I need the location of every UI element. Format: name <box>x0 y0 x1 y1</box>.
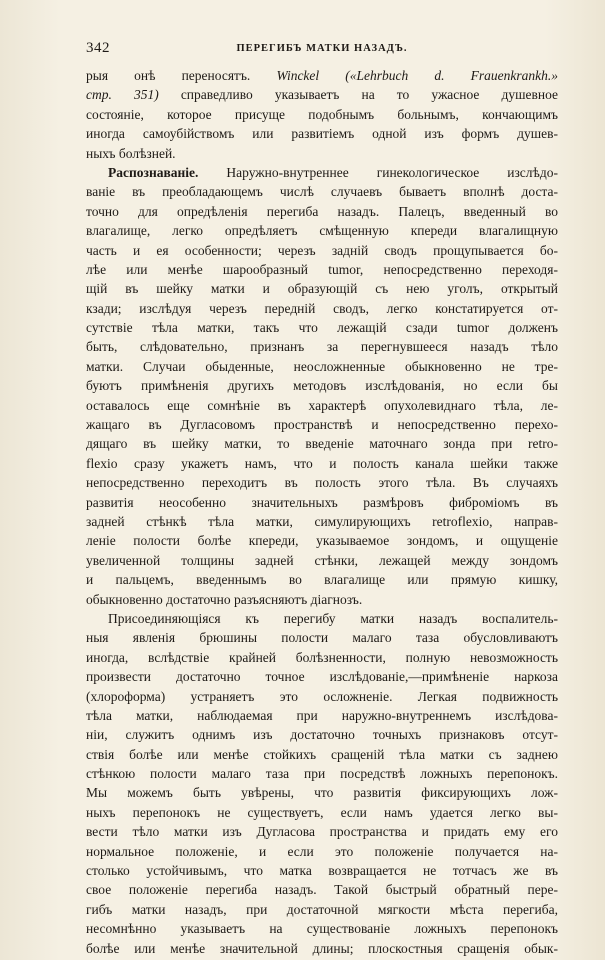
text-span: вести тѣло матки изъ Дугласова пространства и придать ему его <box>86 824 558 840</box>
text-line <box>86 182 558 201</box>
text-line <box>86 144 558 163</box>
text-span: дящаго въ шейку матки, то введеніе маточнаго зонда при retro- <box>86 436 558 452</box>
text-span: влагалище, легко опредѣляетъ смѣщенную кпереди влагалищную <box>86 223 558 239</box>
page-header <box>86 40 558 60</box>
text-span: непосредственно переходитъ въ полость этого тѣла. Въ случаяхъ <box>86 475 558 491</box>
section-heading: Распознаваніе. <box>108 164 199 180</box>
text-span: развитія неособенно значительныхъ размѣровъ фиброміомъ въ <box>86 494 558 510</box>
text-span: тѣла матки, наблюдаемая при наружно-внутреннемъ изслѣдова- <box>86 707 558 723</box>
text-span: щій въ шейку матки и образующій съ нею уголъ, открытый <box>86 281 558 297</box>
text-span: сутствіе тѣла матки, такъ что лежащій сзади tumor долженъ <box>86 320 558 336</box>
text-span: задней стѣнкѣ тѣла матки, симулирующихъ retroflexio, направ- <box>86 513 558 529</box>
text-line <box>86 434 558 453</box>
text-line <box>86 396 558 415</box>
body-text <box>86 66 558 958</box>
text-span: иногда самоубійствомъ или развитіемъ одной изъ формъ душев- <box>86 126 558 142</box>
text-span: ныхъ болѣзней. <box>86 145 176 161</box>
text-span: свое положеніе перегиба назадъ. Такой быстрый обратный пере- <box>86 882 558 898</box>
text-span: Наружно-внутреннее гинекологическое изслѣдо- <box>198 164 558 180</box>
text-line <box>86 357 558 376</box>
text-line <box>86 337 558 356</box>
text-span: стѣнкою полости малаго таза при посредствѣ ложныхъ перепонокъ. <box>86 766 558 782</box>
text-span: ныхъ перепонокъ не существуетъ, если намъ удается легко вы- <box>86 804 558 820</box>
text-line <box>86 415 558 434</box>
text-line <box>86 822 558 841</box>
text-line <box>86 667 558 686</box>
text-span: рыя онѣ переносятъ. <box>86 68 277 83</box>
text-line <box>86 105 558 124</box>
text-span: матки. Случаи обыденные, неосложненные обыкновенно не тре- <box>86 358 558 374</box>
text-span: ствія болѣе или менѣе стойкихъ сращеній тѣла матки съ заднею <box>86 746 558 762</box>
text-span: Присоединяющіяся къ перегибу матки назадъ воспалитель- <box>108 610 558 626</box>
text-span: буютъ примѣненія другихъ методовъ изслѣдованія, но если бы <box>86 378 558 394</box>
text-line <box>86 473 558 492</box>
text-line <box>86 570 558 589</box>
text-line <box>86 861 558 880</box>
text-line <box>86 454 558 473</box>
citation-text: Winckel («Lehrbuch d. Frauenkrankh.» <box>276 68 558 83</box>
text-line <box>86 609 558 628</box>
text-line <box>86 299 558 318</box>
text-span: увеличенной толщины задней стѣнки, лежащей между зондомъ <box>86 552 558 568</box>
citation-text: стр. 351) <box>86 87 159 103</box>
text-line <box>86 279 558 298</box>
text-line <box>86 628 558 647</box>
text-span: быть, слѣдовательно, признанъ за перегнувшееся назадъ тѣло <box>86 339 558 355</box>
text-line <box>86 66 558 85</box>
text-line <box>86 803 558 822</box>
text-line <box>86 687 558 706</box>
text-span: столько устойчивымъ, что матка возвращается не тотчасъ же въ <box>86 863 558 879</box>
text-line <box>86 725 558 744</box>
text-span: ваніе въ преобладающемъ числѣ случаевъ бываетъ вполнѣ доста- <box>86 184 558 200</box>
text-line <box>86 919 558 938</box>
text-line <box>86 880 558 899</box>
text-span: произвести достаточно точное изслѣдованіе,—примѣненіе наркоза <box>86 669 558 685</box>
page-number: 342 <box>86 40 110 56</box>
text-line <box>86 493 558 512</box>
running-title: ПЕРЕГИБЪ МАТКИ НАЗАДЪ. <box>236 43 408 54</box>
paragraph <box>86 66 558 163</box>
text-span: Мы можемъ быть увѣрены, что развитія фиксирующихъ лож- <box>86 785 558 801</box>
text-line <box>86 202 558 221</box>
text-span: обыкновенно достаточно разъясняютъ діагнозъ. <box>86 591 363 607</box>
paragraph <box>86 163 558 609</box>
text-line <box>86 648 558 667</box>
text-span: ныя явленія брюшины полости малаго таза обусловливаютъ <box>86 630 558 646</box>
text-line <box>86 512 558 531</box>
text-span: справедливо указываетъ на то ужасное душевное <box>158 87 558 103</box>
text-line <box>86 85 558 104</box>
text-span: нормальное положеніе, и если это положеніе получается на- <box>86 843 558 859</box>
text-span: точно для опредѣленія перегиба назадъ. Палецъ, введенный во <box>86 203 558 219</box>
text-line <box>86 531 558 550</box>
text-span: (хлороформа) устраняетъ это осложненіе. Легкая подвижность <box>86 688 558 704</box>
text-line <box>86 764 558 783</box>
text-line <box>86 590 558 609</box>
text-line <box>86 318 558 337</box>
text-span: ніи, служитъ однимъ изъ достаточно точныхъ признаковъ отсут- <box>86 727 558 743</box>
text-span: иногда, вслѣдствіе крайней болѣзненности, полную невозможность <box>86 649 558 665</box>
text-span: леніе полости болѣе кпереди, указываемое зондомъ, и ощущеніе <box>86 533 558 549</box>
text-line <box>86 706 558 725</box>
text-span: оставалось еще сомнѣніе въ характерѣ опухолевиднаго тѣла, ле- <box>86 397 558 413</box>
text-span: часть и ея особенности; черезъ задній сводъ прощупывается бо- <box>86 242 558 258</box>
text-span: несомнѣнно указываетъ на существованіе ложныхъ перепонокъ <box>86 921 558 937</box>
text-line <box>86 221 558 240</box>
text-span: болѣе или менѣе значительной длины; плоскостныя сращенія обык- <box>86 940 558 956</box>
text-line <box>86 551 558 570</box>
text-span: и пальцемъ, введеннымъ во влагалище или прямую кишку, <box>86 572 558 588</box>
text-span: жащаго въ Дугласовомъ пространствѣ и непосредственно перехо- <box>86 417 558 433</box>
text-span: состояніе, которое присуще подобнымъ больнымъ, кончающимъ <box>86 106 558 122</box>
text-span: кзади; изслѣдуя черезъ передній сводъ, легко констатируется от- <box>86 300 558 316</box>
text-line <box>86 783 558 802</box>
text-line <box>86 260 558 279</box>
paragraph <box>86 609 558 958</box>
text-span: flexio сразу укажетъ намъ, что и полость канала шейки также <box>86 455 558 471</box>
text-line <box>86 745 558 764</box>
text-line <box>86 163 558 182</box>
text-line <box>86 124 558 143</box>
text-line <box>86 842 558 861</box>
text-span: лѣе или менѣе шарообразный tumor, непосредственно переходя- <box>86 261 558 277</box>
text-line <box>86 241 558 260</box>
text-line <box>86 939 558 958</box>
text-line <box>86 376 558 395</box>
text-span: гибъ матки назадъ, при достаточной мягкости мѣста перегиба, <box>86 901 558 917</box>
text-line <box>86 900 558 919</box>
